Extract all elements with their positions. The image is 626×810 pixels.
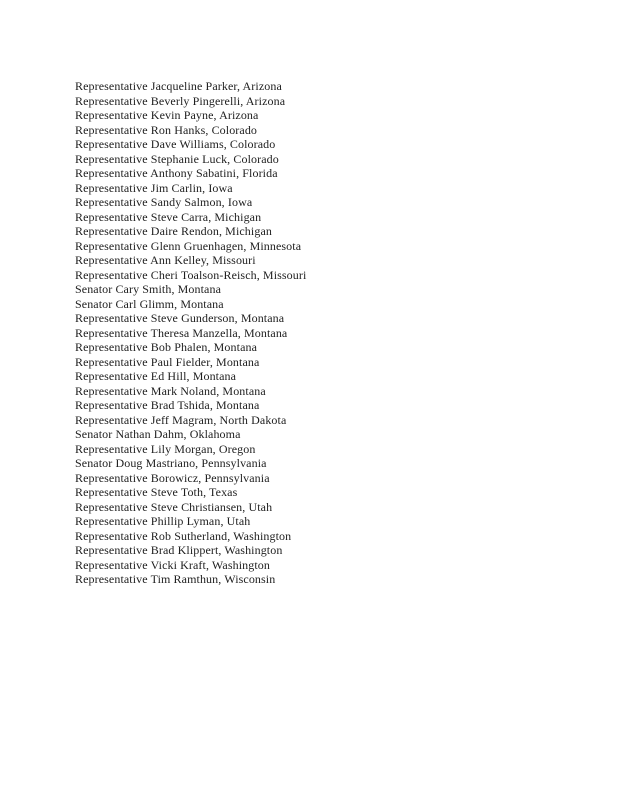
legislator-line: Representative Dave Williams, Colorado xyxy=(75,137,276,151)
legislator-line: Representative Brad Tshida, Montana xyxy=(75,398,260,412)
legislator-line: Representative Paul Fielder, Montana xyxy=(75,354,260,369)
legislator-line: Representative Kevin Payne, Arizona xyxy=(75,108,259,122)
legislator-line: Representative Vicki Kraft, Washington xyxy=(75,557,270,572)
legislator-line: Representative Bob Phalen, Montana xyxy=(75,340,258,354)
legislator-list xyxy=(75,79,555,587)
legislator-line: Representative Sandy Salmon, Iowa xyxy=(75,195,253,209)
legislator-line: Representative Ron Hanks, Colorado xyxy=(75,122,258,137)
legislator-line: Representative Tim Ramthun, Wisconsin xyxy=(75,572,276,586)
legislator-line: Representative Ed Hill, Montana xyxy=(75,369,237,383)
legislator-line: Representative Stephanie Luck, Colorado xyxy=(75,151,279,166)
legislator-line: Representative Steve Carra, Michigan xyxy=(75,209,262,224)
legislator-line: Representative Beverly Pingerelli, Arizona xyxy=(75,93,286,108)
legislator-line: Representative Phillip Lyman, Utah xyxy=(75,514,251,528)
legislator-line: Senator Carl Glimm, Montana xyxy=(75,296,224,311)
legislator-line: Representative Borowicz, Pennsylvania xyxy=(75,470,270,485)
legislator-line: Senator Doug Mastriano, Pennsylvania xyxy=(75,456,267,470)
legislator-line: Representative Cheri Toalson-Reisch, Missouri xyxy=(75,267,307,282)
legislator-line: Representative Anthony Sabatini, Florida xyxy=(75,166,278,180)
legislator-line: Representative Brad Klippert, Washington xyxy=(75,543,283,557)
legislator-line: Senator Nathan Dahm, Oklahoma xyxy=(75,427,241,441)
legislator-line: Representative Jacqueline Parker, Arizona xyxy=(75,79,282,93)
legislator-line: Representative Steve Christiansen, Utah xyxy=(75,499,273,514)
legislator-line: Representative Steve Gunderson, Montana xyxy=(75,311,285,325)
legislator-line: Representative Lily Morgan, Oregon xyxy=(75,441,256,456)
legislator-line: Representative Mark Noland, Montana xyxy=(75,383,266,398)
legislator-line: Representative Jim Carlin, Iowa xyxy=(75,180,233,195)
legislator-line: Senator Cary Smith, Montana xyxy=(75,282,222,296)
legislator-line: Representative Steve Toth, Texas xyxy=(75,485,238,499)
legislator-line: Representative Theresa Manzella, Montana xyxy=(75,325,288,340)
legislator-line: Representative Rob Sutherland, Washington xyxy=(75,528,292,543)
legislator-line: Representative Glenn Gruenhagen, Minnesota xyxy=(75,238,302,253)
legislator-line: Representative Jeff Magram, North Dakota xyxy=(75,412,287,427)
legislator-line: Representative Daire Rendon, Michigan xyxy=(75,224,272,238)
legislator-line: Representative Ann Kelley, Missouri xyxy=(75,253,256,267)
